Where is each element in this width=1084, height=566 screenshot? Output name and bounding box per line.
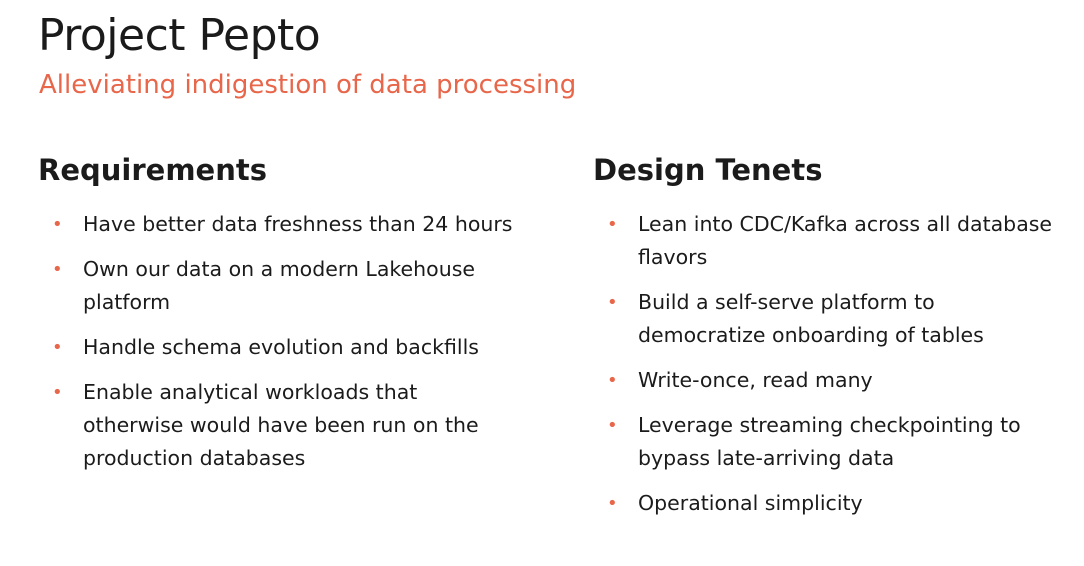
list-item-text: Handle schema evolution and backfills [83, 335, 479, 359]
bullet-icon: • [52, 337, 63, 358]
bullet-icon: • [607, 415, 618, 436]
list-item-text: Build a self-serve platform to democratize onboarding of tables [638, 290, 984, 347]
list-item-text: Leverage streaming checkpointing to bypass late-arriving data [638, 413, 1021, 470]
bullet-icon: • [52, 382, 63, 403]
design-tenets-list [593, 208, 1063, 520]
bullet-icon: • [607, 370, 618, 391]
list-item [38, 208, 513, 241]
list-item-text: Write-once, read many [638, 368, 873, 392]
list-item [38, 331, 513, 364]
requirements-column [38, 150, 538, 487]
list-item-text: Have better data freshness than 24 hours [83, 212, 513, 236]
list-item [38, 376, 513, 475]
list-item-text: Lean into CDC/Kafka across all database flavors [638, 212, 1053, 269]
slide-title: Project Pepto [38, 10, 321, 61]
list-item [593, 409, 1058, 475]
list-item [593, 487, 1058, 520]
bullet-icon: • [607, 493, 618, 514]
design-tenets-heading: Design Tenets [593, 153, 823, 187]
list-item [593, 208, 1058, 274]
slide-subtitle: Alleviating indigestion of data processing [39, 70, 577, 100]
bullet-icon: • [52, 259, 63, 280]
requirements-heading: Requirements [38, 153, 267, 187]
bullet-icon: • [607, 292, 618, 313]
list-item [38, 253, 513, 319]
list-item [593, 364, 1058, 397]
list-item-text: Own our data on a modern Lakehouse platform [83, 257, 475, 314]
list-item-text: Operational simplicity [638, 491, 863, 515]
bullet-icon: • [52, 214, 63, 235]
list-item [593, 286, 1058, 352]
bullet-icon: • [607, 214, 618, 235]
list-item-text: Enable analytical workloads that otherwise would have been run on the production databases [83, 380, 479, 470]
requirements-list [38, 208, 538, 475]
design-tenets-column [593, 150, 1063, 532]
